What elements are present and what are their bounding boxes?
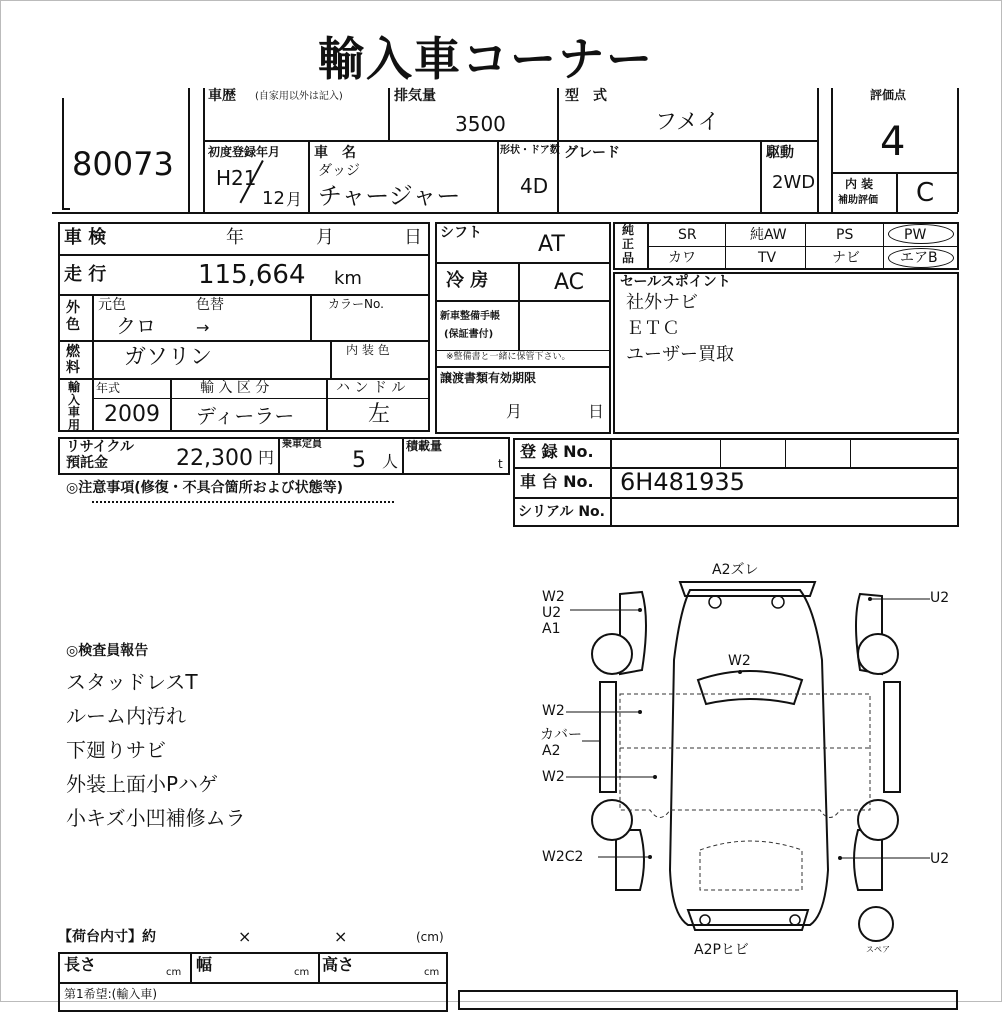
diagram-right-front: U2	[930, 590, 950, 606]
drive-label: 駆動	[766, 145, 794, 161]
spare-tire	[858, 906, 894, 942]
fuel-label: 燃料	[66, 344, 80, 376]
cargo-width-unit: cm	[294, 967, 310, 978]
recycle-unit: 円	[258, 448, 275, 467]
cargo-cm-paren: (cm)	[416, 930, 444, 944]
history-note: (自家用以外は記入)	[255, 91, 343, 102]
body-label: 形状・ドア数	[500, 145, 560, 156]
left-side-panel	[600, 682, 616, 792]
shaken-month-char: 月	[316, 227, 334, 248]
cargo-label: 【荷台内寸】約	[58, 929, 156, 945]
import-type-label: 輸 入 区 分	[200, 380, 270, 396]
fuel-value: ガソリン	[124, 345, 213, 370]
maker-value: ダッジ	[318, 163, 360, 179]
interior-color-label: 内 装 色	[346, 343, 390, 357]
diagram-bottom-label: A2Pヒビ	[694, 942, 749, 958]
diagram-right-rear: U2	[930, 851, 950, 867]
first-reg-month: 12	[262, 188, 285, 209]
capacity-label: 乗車定員	[282, 439, 322, 450]
cargo-width-label: 幅	[196, 955, 213, 974]
serial-label: シリアル No.	[518, 504, 605, 520]
color-no-label: カラーNo.	[328, 297, 384, 311]
score-value: 4	[880, 119, 906, 165]
shaken-label: 車 検	[64, 227, 107, 248]
sales-point-3: ユーザー買取	[626, 344, 734, 365]
manual-label-1: 新車整備手帳	[440, 311, 500, 322]
recycle-label-1: リサイクル	[66, 439, 135, 455]
transfer-day-char: 日	[588, 402, 605, 421]
interior-eval-value: C	[916, 178, 935, 208]
inspector-label: ◎検査員報告	[66, 643, 149, 659]
color-label: 外色	[66, 300, 80, 333]
caution-label: ◎注意事項(修復・不具合箇所および状態等)	[66, 480, 344, 496]
diagram-left-rear: W2C2	[542, 849, 584, 865]
body-value: 4D	[520, 174, 549, 198]
sales-point-1: 社外ナビ	[626, 292, 698, 313]
repaint-label: 色替	[196, 297, 224, 313]
capacity-value: 5	[352, 448, 366, 473]
page-title: 輸入車コーナー	[318, 32, 654, 86]
ac-label: 冷 房	[446, 270, 489, 291]
ac-value: AC	[554, 270, 585, 295]
inspector-item-1: スタッドレスT	[66, 670, 198, 694]
shaken-day-char: 日	[404, 227, 422, 248]
score-label: 評価点	[870, 88, 907, 102]
manual-note: ※整備書と一緒に保管下さい。	[446, 352, 571, 362]
shift-label: シフト	[440, 225, 482, 241]
middle-info-box	[435, 222, 611, 434]
car-name-value: チャージャー	[318, 182, 461, 210]
transfer-label: 譲渡書類有効期限	[440, 371, 537, 385]
inspector-item-2: ルーム内汚れ	[66, 704, 186, 728]
grade-label: グレード	[564, 145, 620, 161]
sales-point-2: ＥＴＣ	[626, 318, 680, 339]
diagram-left-front-3: A1	[542, 621, 561, 637]
interior-eval-label-2: 補助評価	[838, 195, 878, 206]
cargo-height-unit: cm	[424, 967, 440, 978]
equip-airbag: エアB	[900, 250, 938, 266]
cargo-height-label: 高さ	[322, 955, 355, 974]
wheel-rear-right	[858, 800, 898, 840]
car-name-label: 車 名	[314, 145, 356, 161]
equip-navi: ナビ	[832, 250, 860, 266]
displacement-value: 3500	[455, 112, 506, 136]
wheel-rear-left	[592, 800, 632, 840]
reg-no-label: 登 録 No.	[520, 442, 594, 461]
handle-value: 左	[368, 402, 391, 427]
recycle-label-2: 預託金	[66, 455, 108, 471]
first-reg-month-char: 月	[286, 190, 303, 209]
shaken-year-char: 年	[226, 227, 244, 248]
orig-color-value: クロ	[116, 314, 156, 338]
import-type-value: ディーラー	[196, 404, 295, 428]
mileage-unit: km	[334, 268, 362, 289]
diagram-left-cover-2: A2	[542, 743, 561, 759]
import-label: 輸入車用	[68, 380, 81, 432]
repaint-value: →	[196, 318, 210, 337]
car-diagram	[540, 570, 960, 940]
lot-number: 80073	[72, 145, 174, 183]
equip-leather: カワ	[668, 250, 696, 266]
transfer-month-char: 月	[506, 402, 523, 421]
model-value: フメイ	[655, 110, 720, 135]
shift-value: AT	[538, 232, 565, 257]
diagram-left-front-2: U2	[542, 605, 562, 621]
equip-alloy-wheels: 純AW	[750, 227, 787, 243]
windshield	[698, 671, 802, 704]
bottom-right-box	[458, 990, 958, 1010]
wheel-front-right	[858, 634, 898, 674]
inspector-item-4: 外装上面小Pハゲ	[66, 772, 219, 796]
cargo-times-1: ×	[238, 927, 252, 946]
model-label: 型 式	[565, 88, 607, 104]
car-body-outline	[670, 590, 828, 925]
diagram-left-cover-1: カバー	[540, 727, 582, 743]
mileage-value: 115,664	[198, 260, 306, 290]
capacity-unit: 人	[382, 452, 399, 471]
right-side-panel	[884, 682, 900, 792]
diagram-left-door-rear: W2	[542, 769, 565, 785]
load-label: 積載量	[406, 439, 443, 453]
handle-label: ハ ン ド ル	[336, 380, 406, 396]
inspector-item-3: 下廻りサビ	[66, 738, 166, 762]
first-reg-label: 初度登録年月	[208, 145, 281, 159]
inspector-item-5: 小キズ小凹補修ムラ	[66, 806, 246, 830]
wheel-front-left	[592, 634, 632, 674]
model-year-label: 年式	[96, 381, 121, 395]
drive-value: 2WD	[772, 172, 816, 193]
displacement-label: 排気量	[394, 88, 436, 104]
chassis-value: 6H481935	[620, 468, 745, 496]
sales-points-label: セールスポイント	[620, 274, 731, 290]
first-reg-year: H21	[216, 166, 257, 190]
chassis-label: 車 台 No.	[520, 472, 594, 491]
mileage-label: 走 行	[64, 264, 107, 285]
spare-label: スペア	[866, 945, 890, 954]
equipment-label: 純正品	[622, 223, 635, 265]
owner-label: 第1希望:(輸入車)	[64, 987, 158, 1001]
equip-pw: PW	[904, 227, 927, 243]
equip-ps: PS	[836, 227, 854, 243]
equip-tv: TV	[758, 250, 777, 266]
load-unit: t	[498, 457, 503, 471]
diagram-left-front-1: W2	[542, 589, 565, 605]
diagram-left-door-front: W2	[542, 703, 565, 719]
cargo-length-label: 長さ	[64, 955, 97, 974]
model-year-value: 2009	[104, 402, 160, 427]
recycle-value: 22,300	[176, 446, 253, 471]
orig-color-label: 元色	[98, 297, 126, 313]
manual-label-2: (保証書付)	[444, 329, 494, 340]
diagram-roof-label: W2	[728, 653, 751, 669]
diagram-top-label: A2ズレ	[712, 562, 759, 578]
history-label: 車歴	[208, 88, 236, 104]
caution-underline	[92, 498, 394, 503]
interior-eval-label-1: 内 装	[845, 177, 874, 191]
cargo-length-unit: cm	[166, 967, 182, 978]
equip-sr: SR	[678, 227, 697, 243]
cargo-times-2: ×	[334, 927, 348, 946]
